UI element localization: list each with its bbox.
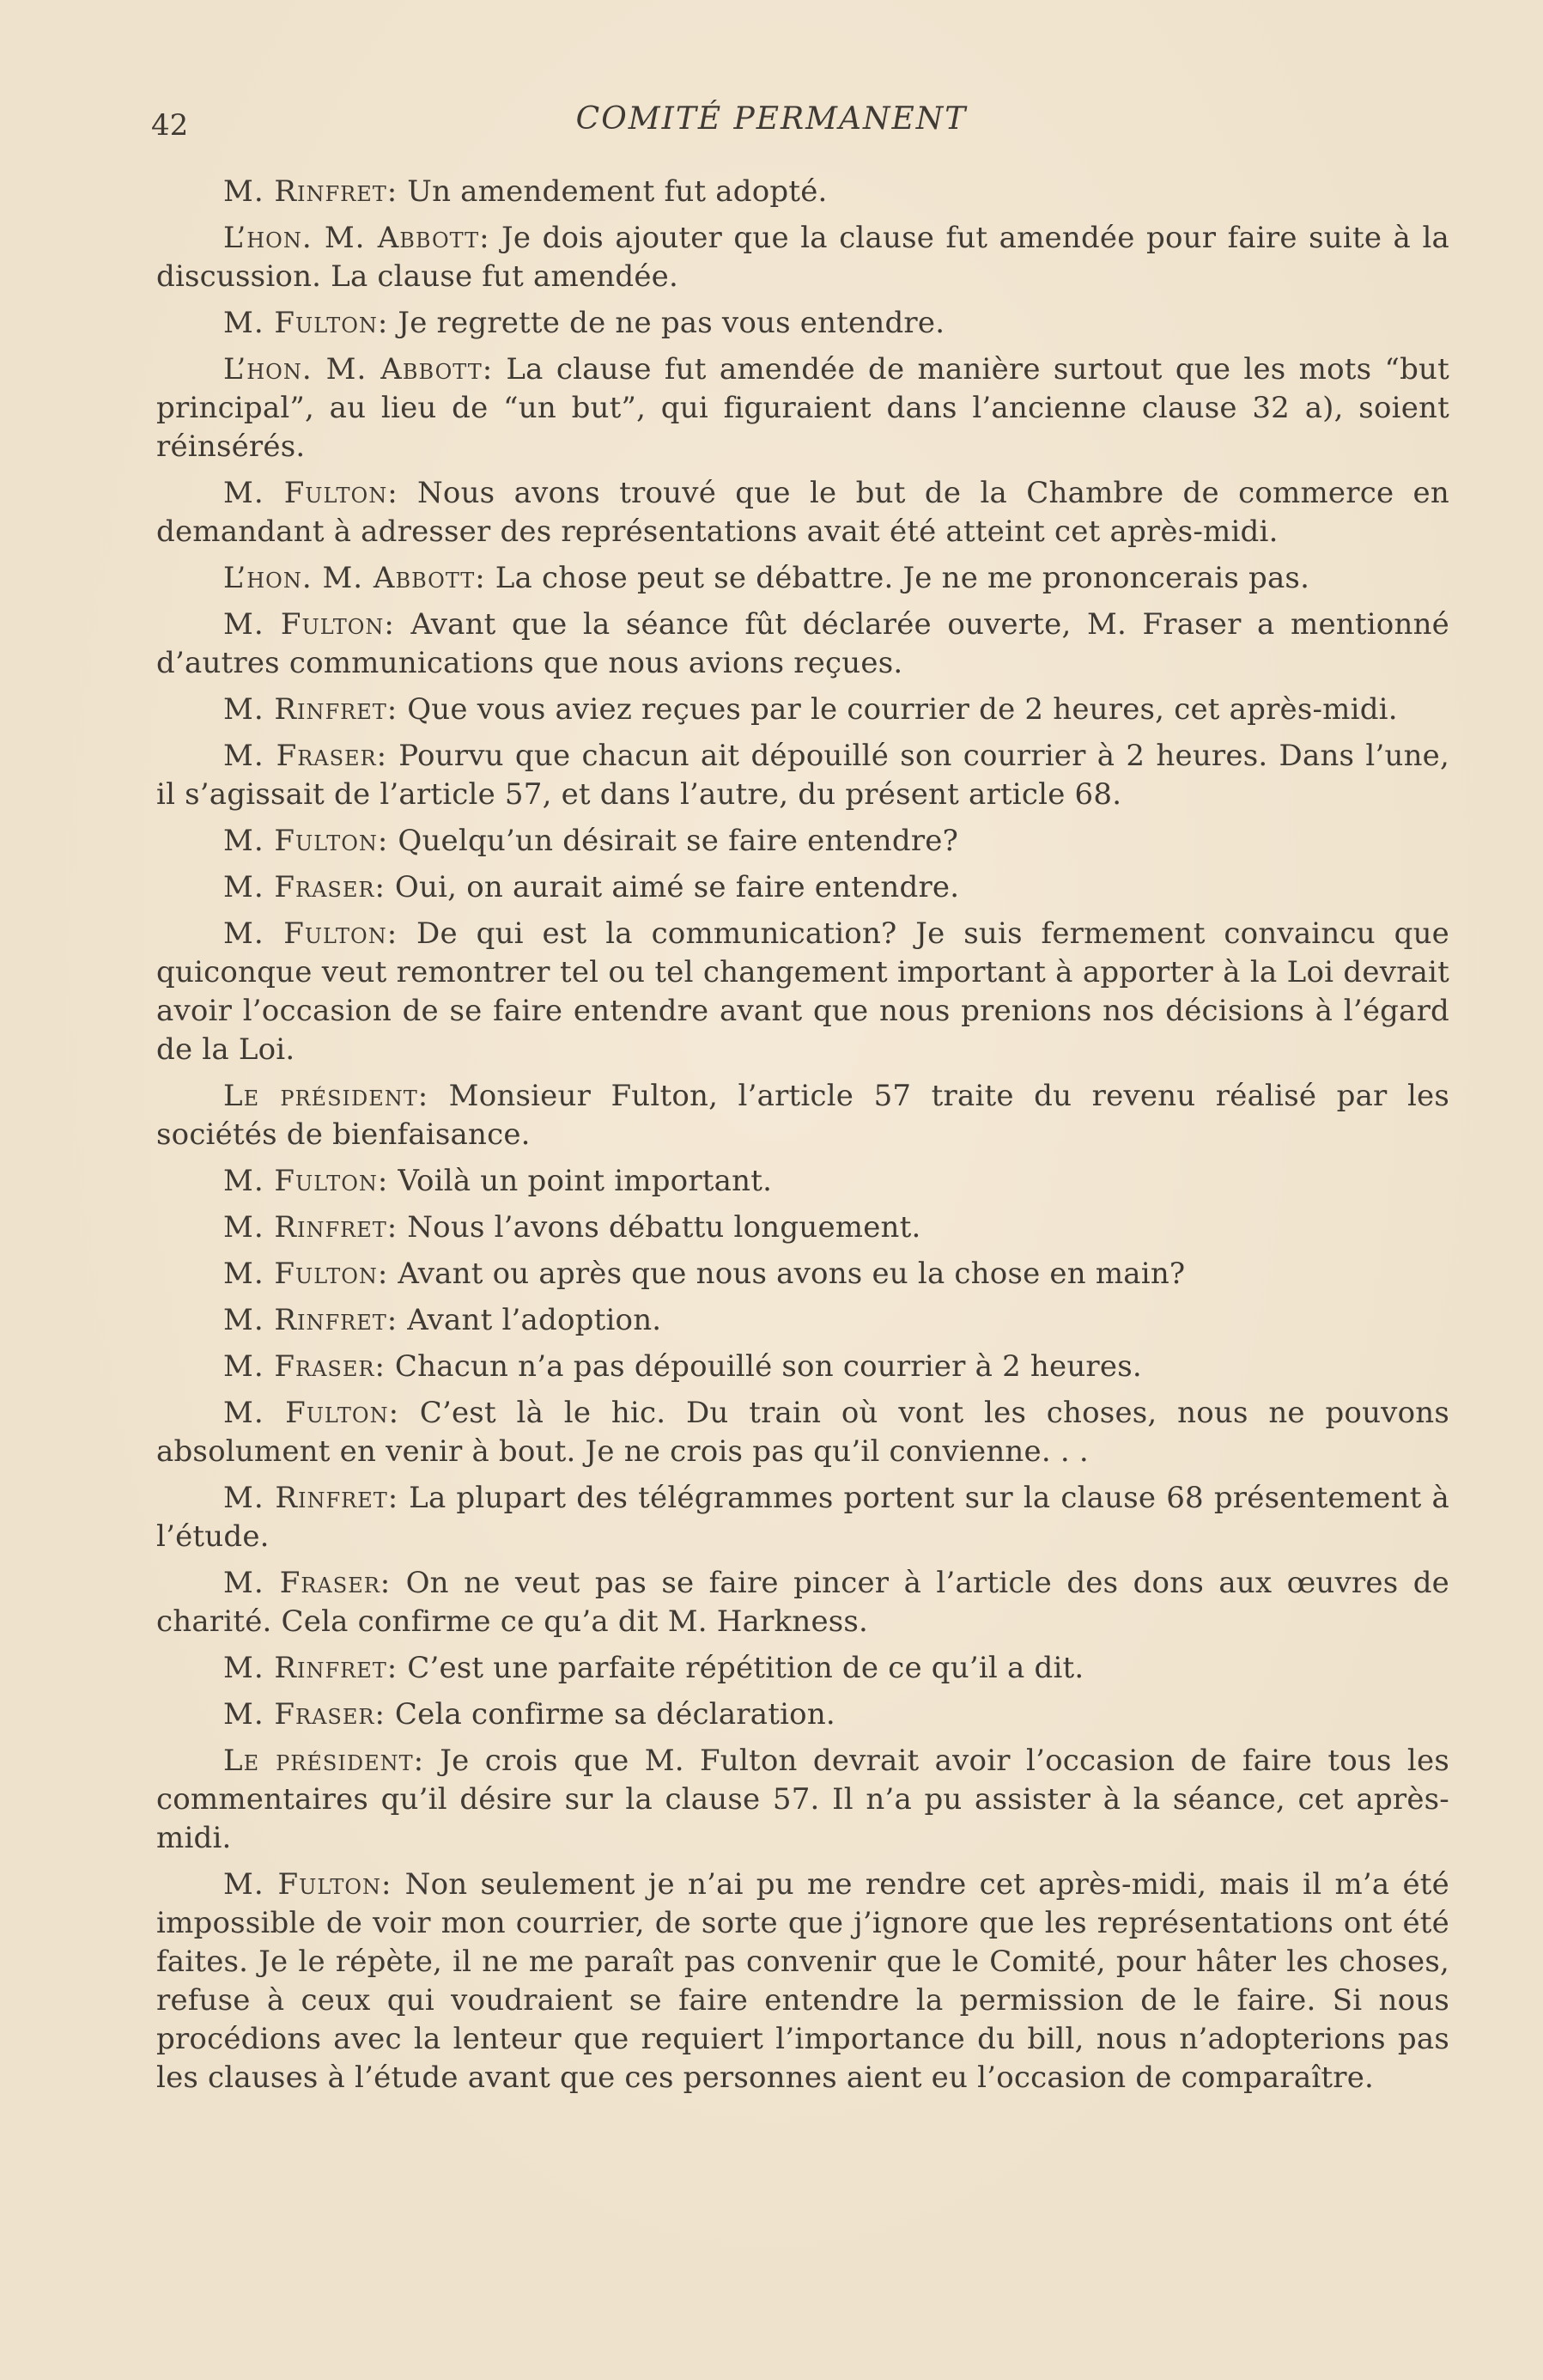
speech-text: Je crois que M. Fulton devrait avoir l’occasion de faire tous les commentaires qu’il désire sur la clause 57. Il n’a pu assister à la séance, cet après-midi.: [156, 1744, 1449, 1855]
transcript-paragraph: [156, 219, 1449, 296]
speech-text: Je regrette de ne pas vous entendre.: [388, 306, 945, 340]
speaker-name: Le président:: [223, 1079, 429, 1113]
speech-text: Nous l’avons débattu longuement.: [398, 1210, 921, 1245]
speaker-name: M. Rinfret:: [223, 1481, 399, 1515]
speech-text: Oui, on aurait aimé se faire entendre.: [385, 870, 960, 904]
speaker-name: M. Fulton:: [223, 916, 398, 951]
speaker-name: M. Fulton:: [223, 1257, 389, 1291]
page-number: 42: [151, 108, 189, 143]
speech-text: C’est une parfaite répétition de ce qu’il a dit.: [398, 1651, 1084, 1685]
transcript-paragraph: [156, 1301, 1449, 1340]
speaker-name: L’hon. M. Abbott:: [223, 221, 490, 255]
transcript-paragraph: [156, 606, 1449, 683]
transcript-paragraph: [156, 1255, 1449, 1293]
speaker-name: M. Fulton:: [223, 306, 389, 340]
speech-text: Avant ou après que nous avons eu la chose en main?: [388, 1257, 1186, 1291]
running-head: COMITÉ PERMANENT: [575, 101, 968, 137]
speaker-name: M. Fulton:: [223, 1396, 400, 1430]
speaker-name: M. Fraser:: [223, 1566, 392, 1600]
speaker-name: M. Fraser:: [223, 1697, 386, 1732]
speaker-name: M. Rinfret:: [223, 1651, 398, 1685]
speaker-name: M. Fraser:: [223, 870, 386, 904]
transcript-paragraph: [156, 1695, 1449, 1734]
speaker-name: M. Fulton:: [223, 1867, 392, 1902]
transcript-paragraph: [156, 474, 1449, 551]
speech-text: Voilà un point important.: [388, 1164, 773, 1198]
transcript-paragraph: [156, 304, 1449, 343]
transcript-paragraph: [156, 1479, 1449, 1556]
transcript-paragraph: [156, 1866, 1449, 2097]
speaker-name: L’hon. M. Abbott:: [223, 561, 486, 595]
speech-text: Avant que la séance fût déclarée ouverte, M. Fraser a mentionné d’autres communications que nous avions reçues.: [156, 607, 1449, 680]
speaker-name: M. Rinfret:: [223, 692, 398, 727]
transcript-body: [156, 173, 1449, 2105]
transcript-paragraph: [156, 1348, 1449, 1386]
speech-text: On ne veut pas se faire pincer à l’article des dons aux œuvres de charité. Cela confirme ce qu’a dit M. Harkness.: [156, 1566, 1449, 1639]
speech-text: Nous avons trouvé que le but de la Chambre de commerce en demandant à adresser des représentations avait été atteint cet après-midi.: [156, 476, 1449, 549]
speaker-name: M. Fraser:: [223, 739, 388, 773]
speech-text: Avant l’adoption.: [398, 1303, 662, 1337]
speaker-name: M. Fulton:: [223, 476, 398, 510]
transcript-paragraph: [156, 559, 1449, 598]
transcript-paragraph: [156, 350, 1449, 466]
speaker-name: M. Fraser:: [223, 1349, 386, 1384]
speech-text: De qui est la communication? Je suis fermement convaincu que quiconque veut remontrer tel ou tel changement important à apporter à la Loi devrait avoir l’occasion de se faire entendre avant que nous prenions nos décisions à l’égard de la Loi.: [156, 916, 1450, 1067]
speaker-name: M. Rinfret:: [223, 174, 398, 209]
transcript-paragraph: [156, 1649, 1449, 1688]
speaker-name: Le président:: [223, 1744, 425, 1778]
speaker-name: M. Fulton:: [223, 1164, 389, 1198]
speech-text: Quelqu’un désirait se faire entendre?: [388, 824, 959, 858]
transcript-paragraph: [156, 737, 1449, 814]
speaker-name: L’hon. M. Abbott:: [223, 352, 494, 387]
speech-text: Cela confirme sa déclaration.: [385, 1697, 835, 1732]
speaker-name: M. Rinfret:: [223, 1303, 398, 1337]
transcript-paragraph: [156, 1208, 1449, 1247]
transcript-paragraph: [156, 1564, 1449, 1641]
transcript-paragraph: [156, 173, 1449, 211]
speech-text: La clause fut amendée de manière surtout que les mots “but principal”, au lieu de “un but”, qui figuraient dans l’ancienne clause 32 a), soient réinsérés.: [156, 352, 1450, 464]
speech-text: La chose peut se débattre. Je ne me prononcerais pas.: [485, 561, 1310, 595]
transcript-paragraph: [156, 1162, 1449, 1201]
speech-text: Pourvu que chacun ait dépouillé son courrier à 2 heures. Dans l’une, il s’agissait de l’article 57, et dans l’autre, du présent article 68.: [156, 739, 1449, 812]
transcript-paragraph: [156, 822, 1449, 861]
speech-text: Non seulement je n’ai pu me rendre cet après-midi, mais il m’a été impossible de voir mon courrier, de sorte que j’ignore que les représentations ont été faites. Je le répète, il ne me paraît pas convenir que le Comité, pour hâter les choses, refuse à ceux qui voudraient se faire entendre la permission de le faire. Si nous procédions avec la lenteur que requiert l’importance du bill, nous n’adopterions pas les clauses à l’étude avant que ces personnes aient eu l’occasion de comparaître.: [156, 1867, 1449, 2095]
transcript-paragraph: [156, 1077, 1449, 1154]
speech-text: C’est là le hic. Du train où vont les choses, nous ne pouvons absolument en venir à bout. Je ne crois pas qu’il convienne. . .: [156, 1396, 1449, 1469]
transcript-paragraph: [156, 1394, 1449, 1471]
speaker-name: M. Fulton:: [223, 824, 389, 858]
speaker-name: M. Fulton:: [223, 607, 395, 642]
speech-text: Que vous aviez reçues par le courrier de 2 heures, cet après-midi.: [398, 692, 1398, 727]
transcript-paragraph: [156, 915, 1449, 1069]
speech-text: Un amendement fut adopté.: [398, 174, 828, 209]
speech-text: Monsieur Fulton, l’article 57 traite du revenu réalisé par les sociétés de bienfaisance.: [156, 1079, 1449, 1152]
speech-text: La plupart des télégrammes portent sur la clause 68 présentement à l’étude.: [156, 1481, 1449, 1554]
transcript-paragraph: [156, 691, 1449, 729]
transcript-paragraph: [156, 868, 1449, 907]
speech-text: Je dois ajouter que la clause fut amendée pour faire suite à la discussion. La clause fut amendée.: [156, 221, 1450, 294]
speech-text: Chacun n’a pas dépouillé son courrier à 2 heures.: [385, 1349, 1142, 1384]
transcript-paragraph: [156, 1742, 1449, 1858]
speaker-name: M. Rinfret:: [223, 1210, 398, 1245]
